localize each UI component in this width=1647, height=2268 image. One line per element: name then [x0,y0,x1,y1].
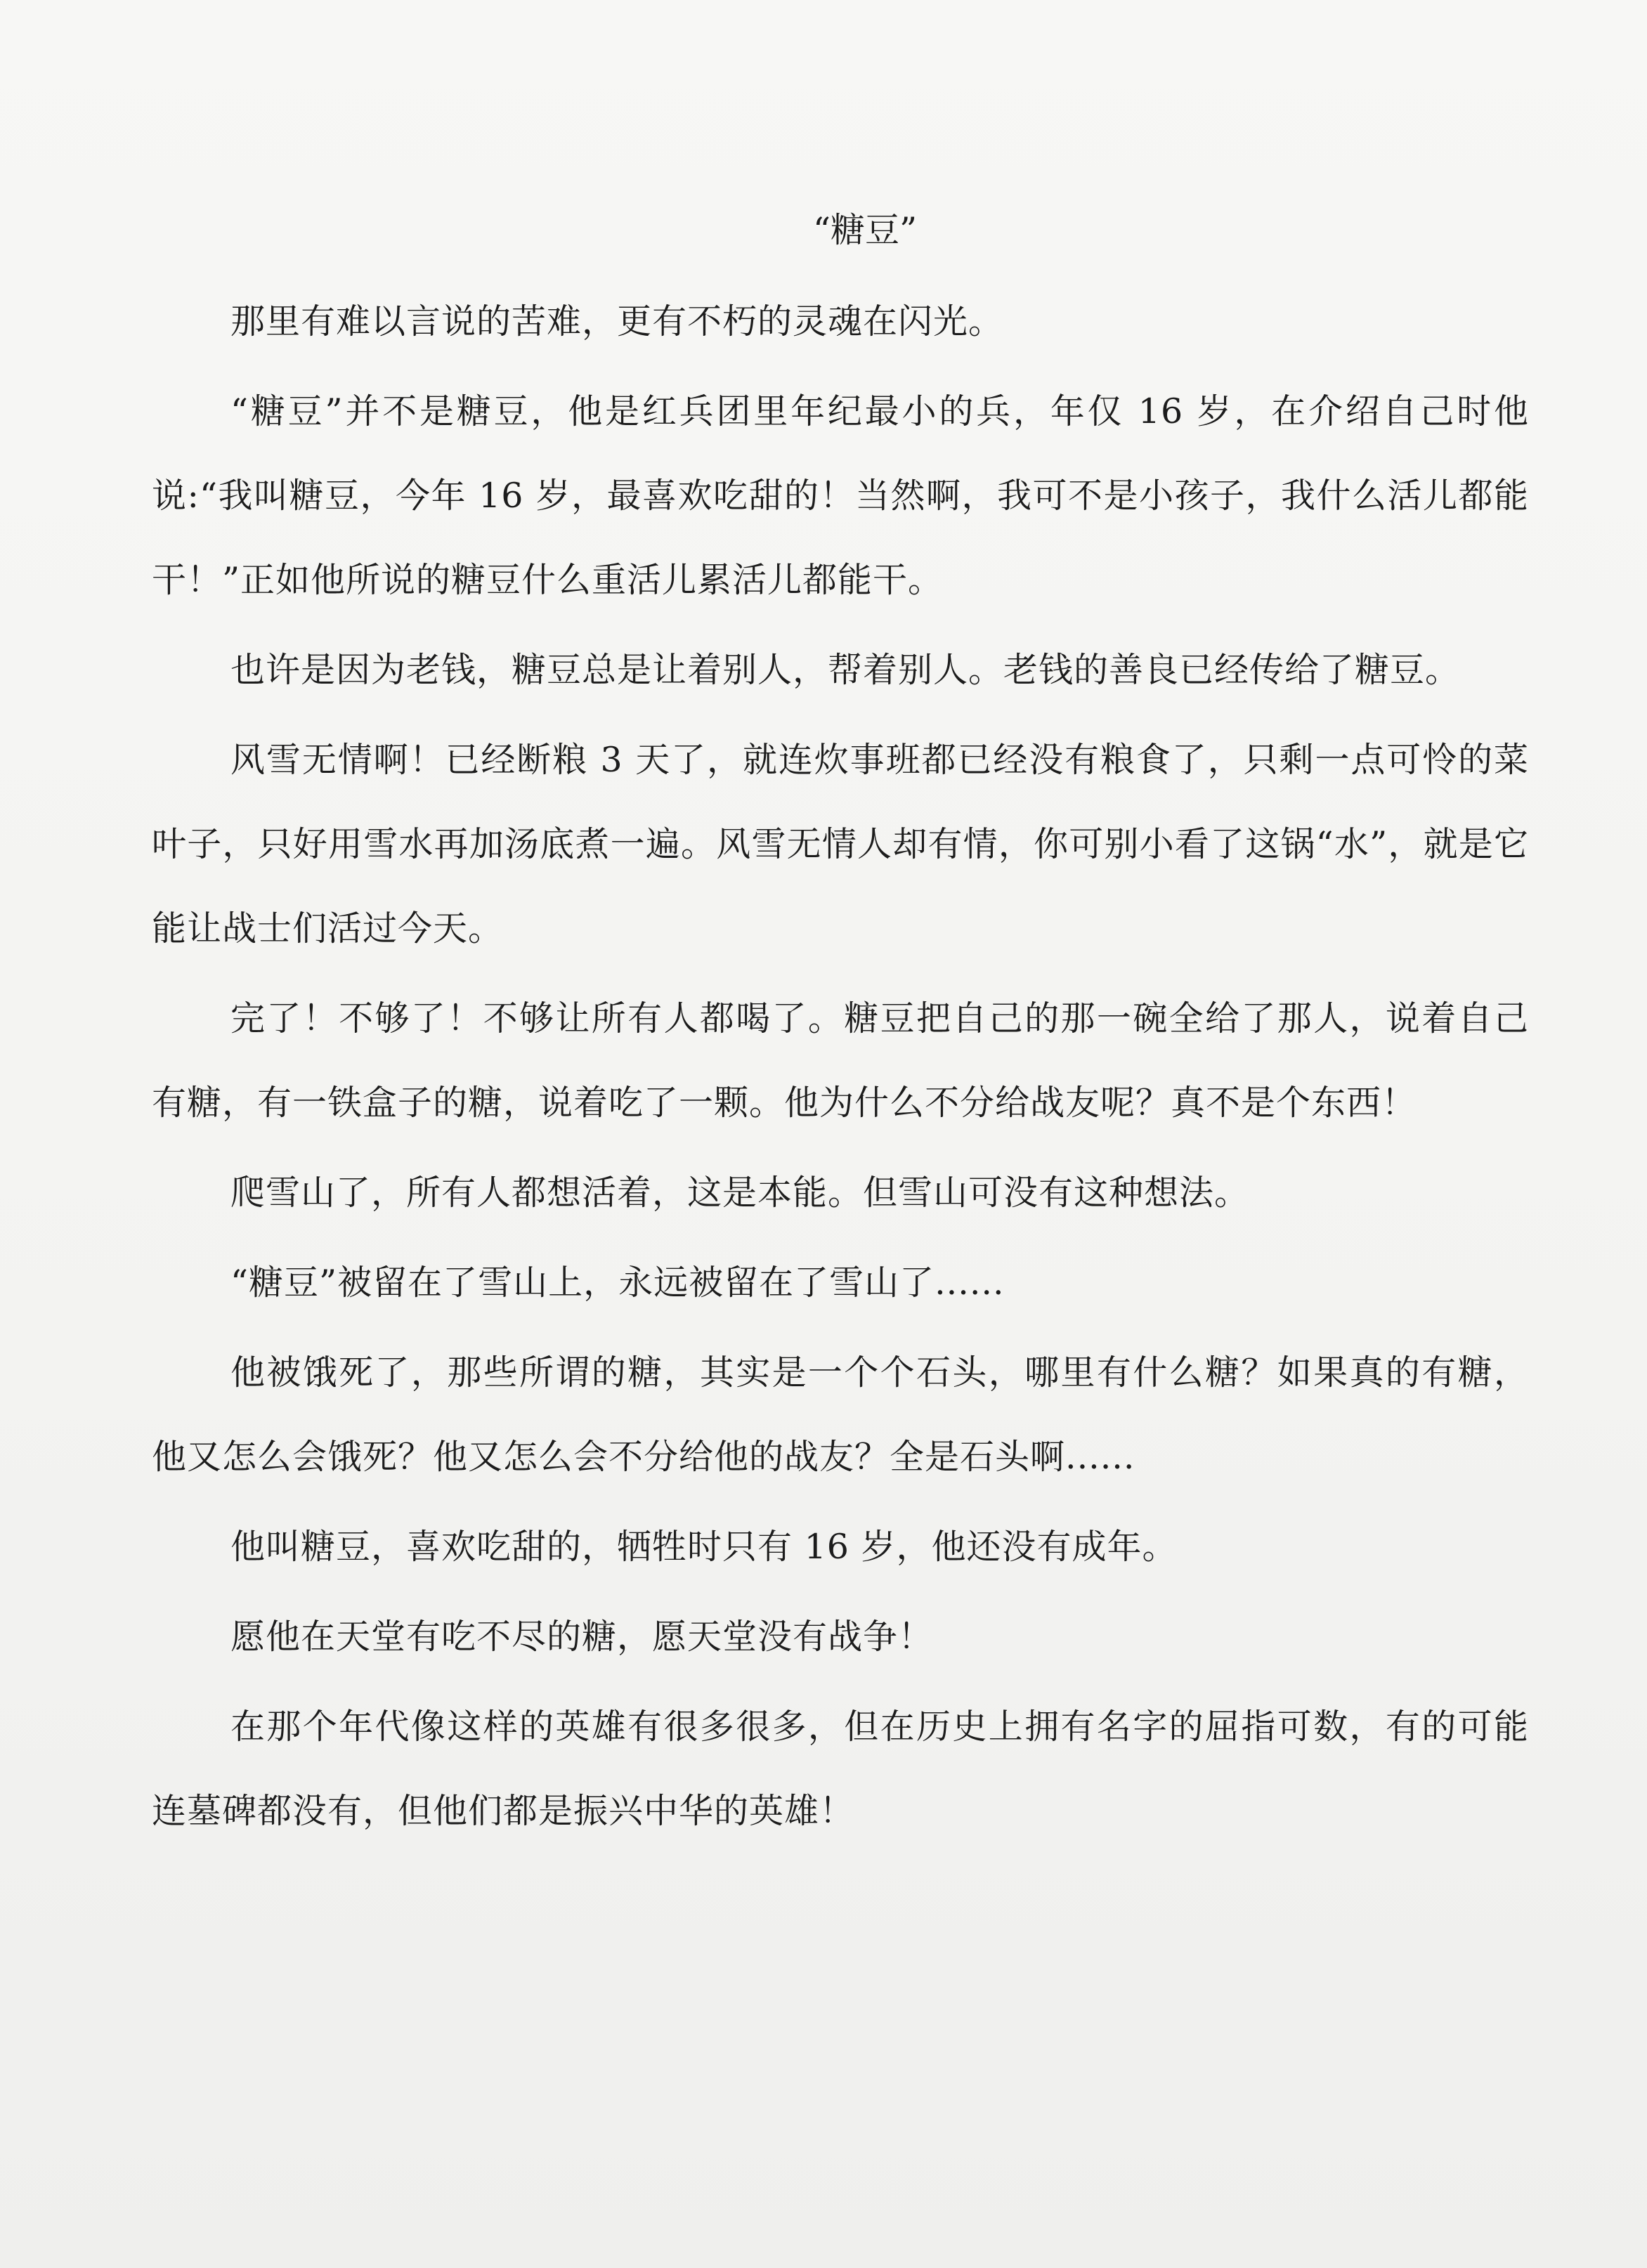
paragraph-9: 他叫糖豆，喜欢吃甜的，牺牲时只有 16 岁，他还没有成年。 [230,1527,1178,1567]
paragraph-1: 那里有难以言说的苦难，更有不朽的灵魂在闪光。 [230,301,1004,341]
paragraph-10: 愿他在天堂有吃不尽的糖，愿天堂没有战争！ [230,1617,934,1657]
document-title: “糖豆” [812,210,918,250]
paragraph-8: 他被饿死了，那些所谓的糖，其实是一个个石头，哪里有什么糖？如果真的有糖，他又怎么会饿死？他又怎么会不分给他的战友？全是石头啊...... [152,1353,1529,1477]
paragraph-4: 风雪无情啊！已经断粮 3 天了，就连炊事班都已经没有粮食了，只剩一点可怜的菜叶子，只好用雪水再加汤底煮一遍。风雪无情人却有情，你可别小看了这锅“水”，就是它能让战士们活过今天。 [152,740,1529,949]
document-body [152,202,1529,1859]
paragraph-7: “糖豆”被留在了雪山上，永远被留在了雪山了...... [230,1263,1005,1303]
paragraph-5: 完了！不够了！不够让所有人都喝了。糖豆把自己的那一碗全给了那人，说着自己有糖，有一铁盒子的糖，说着吃了一颗。他为什么不分给战友呢？真不是个东西！ [152,998,1529,1123]
paragraph-6: 爬雪山了，所有人都想活着，这是本能。但雪山可没有这种想法。 [230,1173,1250,1213]
paragraph-11: 在那个年代像这样的英雄有很多很多，但在历史上拥有名字的屈指可数，有的可能连墓碑都没有，但他们都是振兴中华的英雄！ [152,1707,1529,1831]
paragraph-3: 也许是因为老钱，糖豆总是让着别人，帮着别人。老钱的善良已经传给了糖豆。 [230,650,1461,690]
paragraph-2: “糖豆”并不是糖豆，他是红兵团里年纪最小的兵，年仅 16 岁，在介绍自己时他说:“我叫糖豆，今年 16 岁，最喜欢吃甜的！当然啊，我可不是小孩子，我什么活儿都能干！”正如他所说的糖豆什么重活儿累活儿都能干。 [152,391,1529,600]
